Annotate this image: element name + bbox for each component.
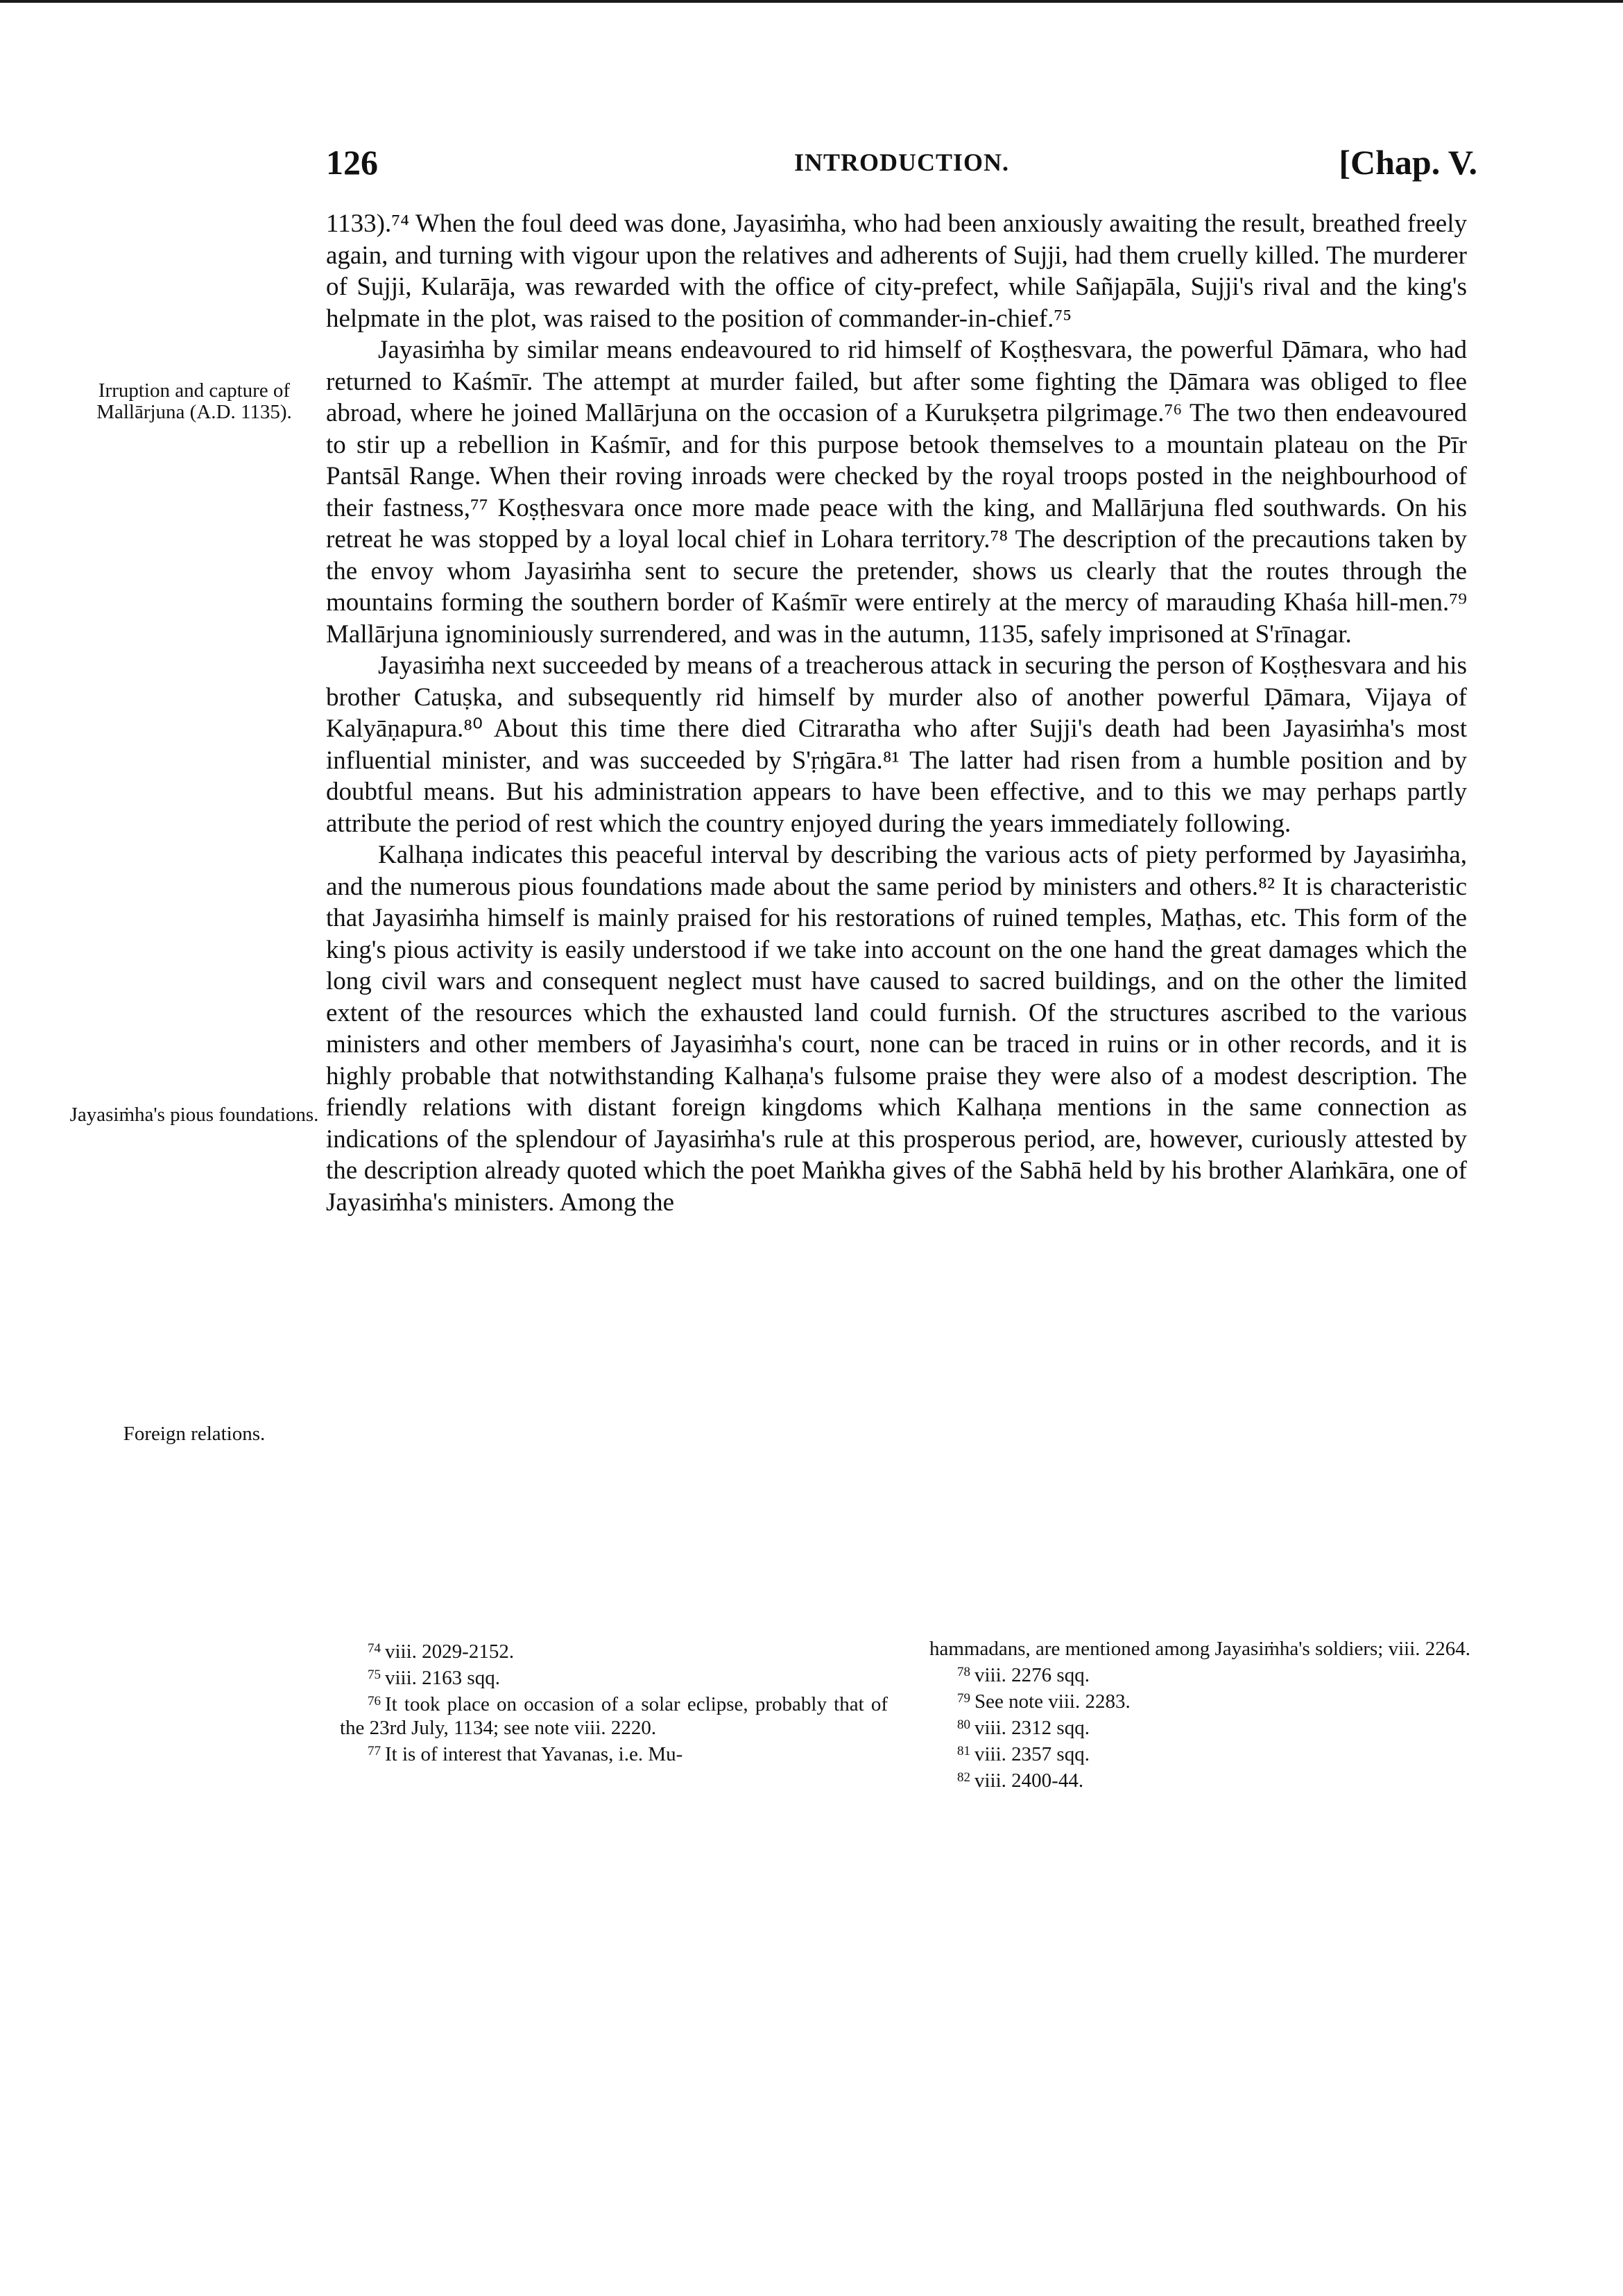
page-header [326,142,1477,191]
footnote: $^{80}$ viii. 2312 sqq. [957,1717,1090,1739]
footnote: $^{79}$ See note viii. 2283. [957,1690,1131,1713]
paragraph: 1133).⁷⁴ When the foul deed was done, Jayasiṁha, who had been anxiously awaiting the result, breathed freely again, and turning with vigour upon the relatives and adherents of Sujji, had them cruelly killed. The murderer of Sujji, Kularāja, was rewarded with the office of city-prefect, while Sañjapāla, Sujji's rival and the king's helpmate in the plot, was raised to the position of commander-in-chief.⁷⁵ [326,209,1467,333]
marginal-note-pious-foundations: Jayasiṁha's pious foundations. [69,1104,319,1126]
running-title: INTRODUCTION. [793,148,1010,176]
main-text [326,208,1467,1218]
footnote: $^{77}$ It is of interest that Yavanas, i.e. Mu- [368,1743,683,1765]
page-number: 126 [326,143,378,182]
footnotes-left-column [340,1637,888,1766]
footnote: $^{75}$ viii. 2163 sqq. [368,1667,500,1689]
footnotes [340,1637,1477,1845]
chapter-label: [Chap. V. [1339,143,1477,182]
footnote: $^{81}$ viii. 2357 sqq. [957,1743,1090,1765]
footnotes-right-column [929,1637,1477,1792]
footnote: $^{78}$ viii. 2276 sqq. [957,1664,1090,1686]
footnote: $^{76}$ It took place on occasion of a solar eclipse, probably that of the 23rd July, 1134; see note viii. 2220. [340,1693,888,1739]
marginal-note-irruption: Irruption and capture of Mallārjuna (A.D. 1135). [96,379,292,423]
footnote-continuation: hammadans, are mentioned among Jayasiṁha's soldiers; viii. 2264. [929,1638,1471,1660]
paragraph: Kalhaṇa indicates this peaceful interval by describing the various acts of piety performed by Jayasiṁha, and the numerous pious foundations made about the same period by ministers and others.⁸² It is characteristic that Jayasiṁha himself is mainly praised for his restorations of ruined temples, Maṭhas, etc. This form of the king's pious activity is easily understood if we take into account on the one hand the great damages which the long civil wars and consequent neglect must have caused to sacred buildings, and on the other the limited extent of the resources which the exhausted land could furnish. Of the structures ascribed to the various ministers and other members of Jayasiṁha's court, none can be traced in ruins or in other records, and it is highly probable that notwithstanding Kalhaṇa's fulsome praise they were also of a modest description. The friendly relations with distant foreign kingdoms which Kalhaṇa mentions in the same connection as indications of the splendour of Jayasiṁha's rule at this prosperous period, are, however, curiously attested by the description already quoted which the poet Maṅkha gives of the Sabhā held by his brother Alaṁkāra, one of Jayasiṁha's ministers. Among the [326,841,1467,1217]
paragraph: Jayasiṁha next succeeded by means of a treacherous attack in securing the person of Koṣṭhesvara and his brother Catuṣka, and subsequently rid himself by murder also of another powerful Ḍāmara, Vijaya of Kalyāṇapura.⁸⁰ About this time there died Citraratha who after Sujji's death had been Jayasiṁha's most influential minister, and was succeeded by S'ṛṅgāra.⁸¹ The latter had risen from a humble position and by doubtful means. But his administration appears to have been effective, and to this we may perhaps partly attribute the period of rest which the country enjoyed during the years immediately following. [326,651,1467,838]
scan-top-border [0,0,1623,3]
footnote: $^{74}$ viii. 2029-2152. [368,1640,515,1663]
marginal-note-foreign-relations: Foreign relations. [123,1423,266,1445]
footnote: $^{82}$ viii. 2400-44. [957,1770,1084,1792]
paragraph: Jayasiṁha by similar means endeavoured to rid himself of Koṣṭhesvara, the powerful Ḍāmara, who had returned to Kaśmīr. The attempt at murder failed, but after some fighting the Ḍāmara was obliged to flee abroad, where he joined Mallārjuna on the occasion of a Kurukṣetra pilgrimage.⁷⁶ The two then endeavoured to stir up a rebellion in Kaśmīr, and for this purpose betook themselves to a mountain plateau on the Pīr Pantsāl Range. When their roving inroads were checked by the royal troops posted in the neighbourhood of their fastness,⁷⁷ Koṣṭhesvara once more made peace with the king, and Mallārjuna fled southwards. On his retreat he was stopped by a loyal local chief in Lohara territory.⁷⁸ The description of the precautions taken by the envoy whom Jayasiṁha sent to secure the pretender, shows us clearly that the routes through the mountains forming the southern border of Kaśmīr were entirely at the mercy of marauding Khaśa hill-men.⁷⁹ Mallārjuna ignominiously surrendered, and was in the autumn, 1135, safely imprisoned at S'rīnagar. [326,336,1467,649]
